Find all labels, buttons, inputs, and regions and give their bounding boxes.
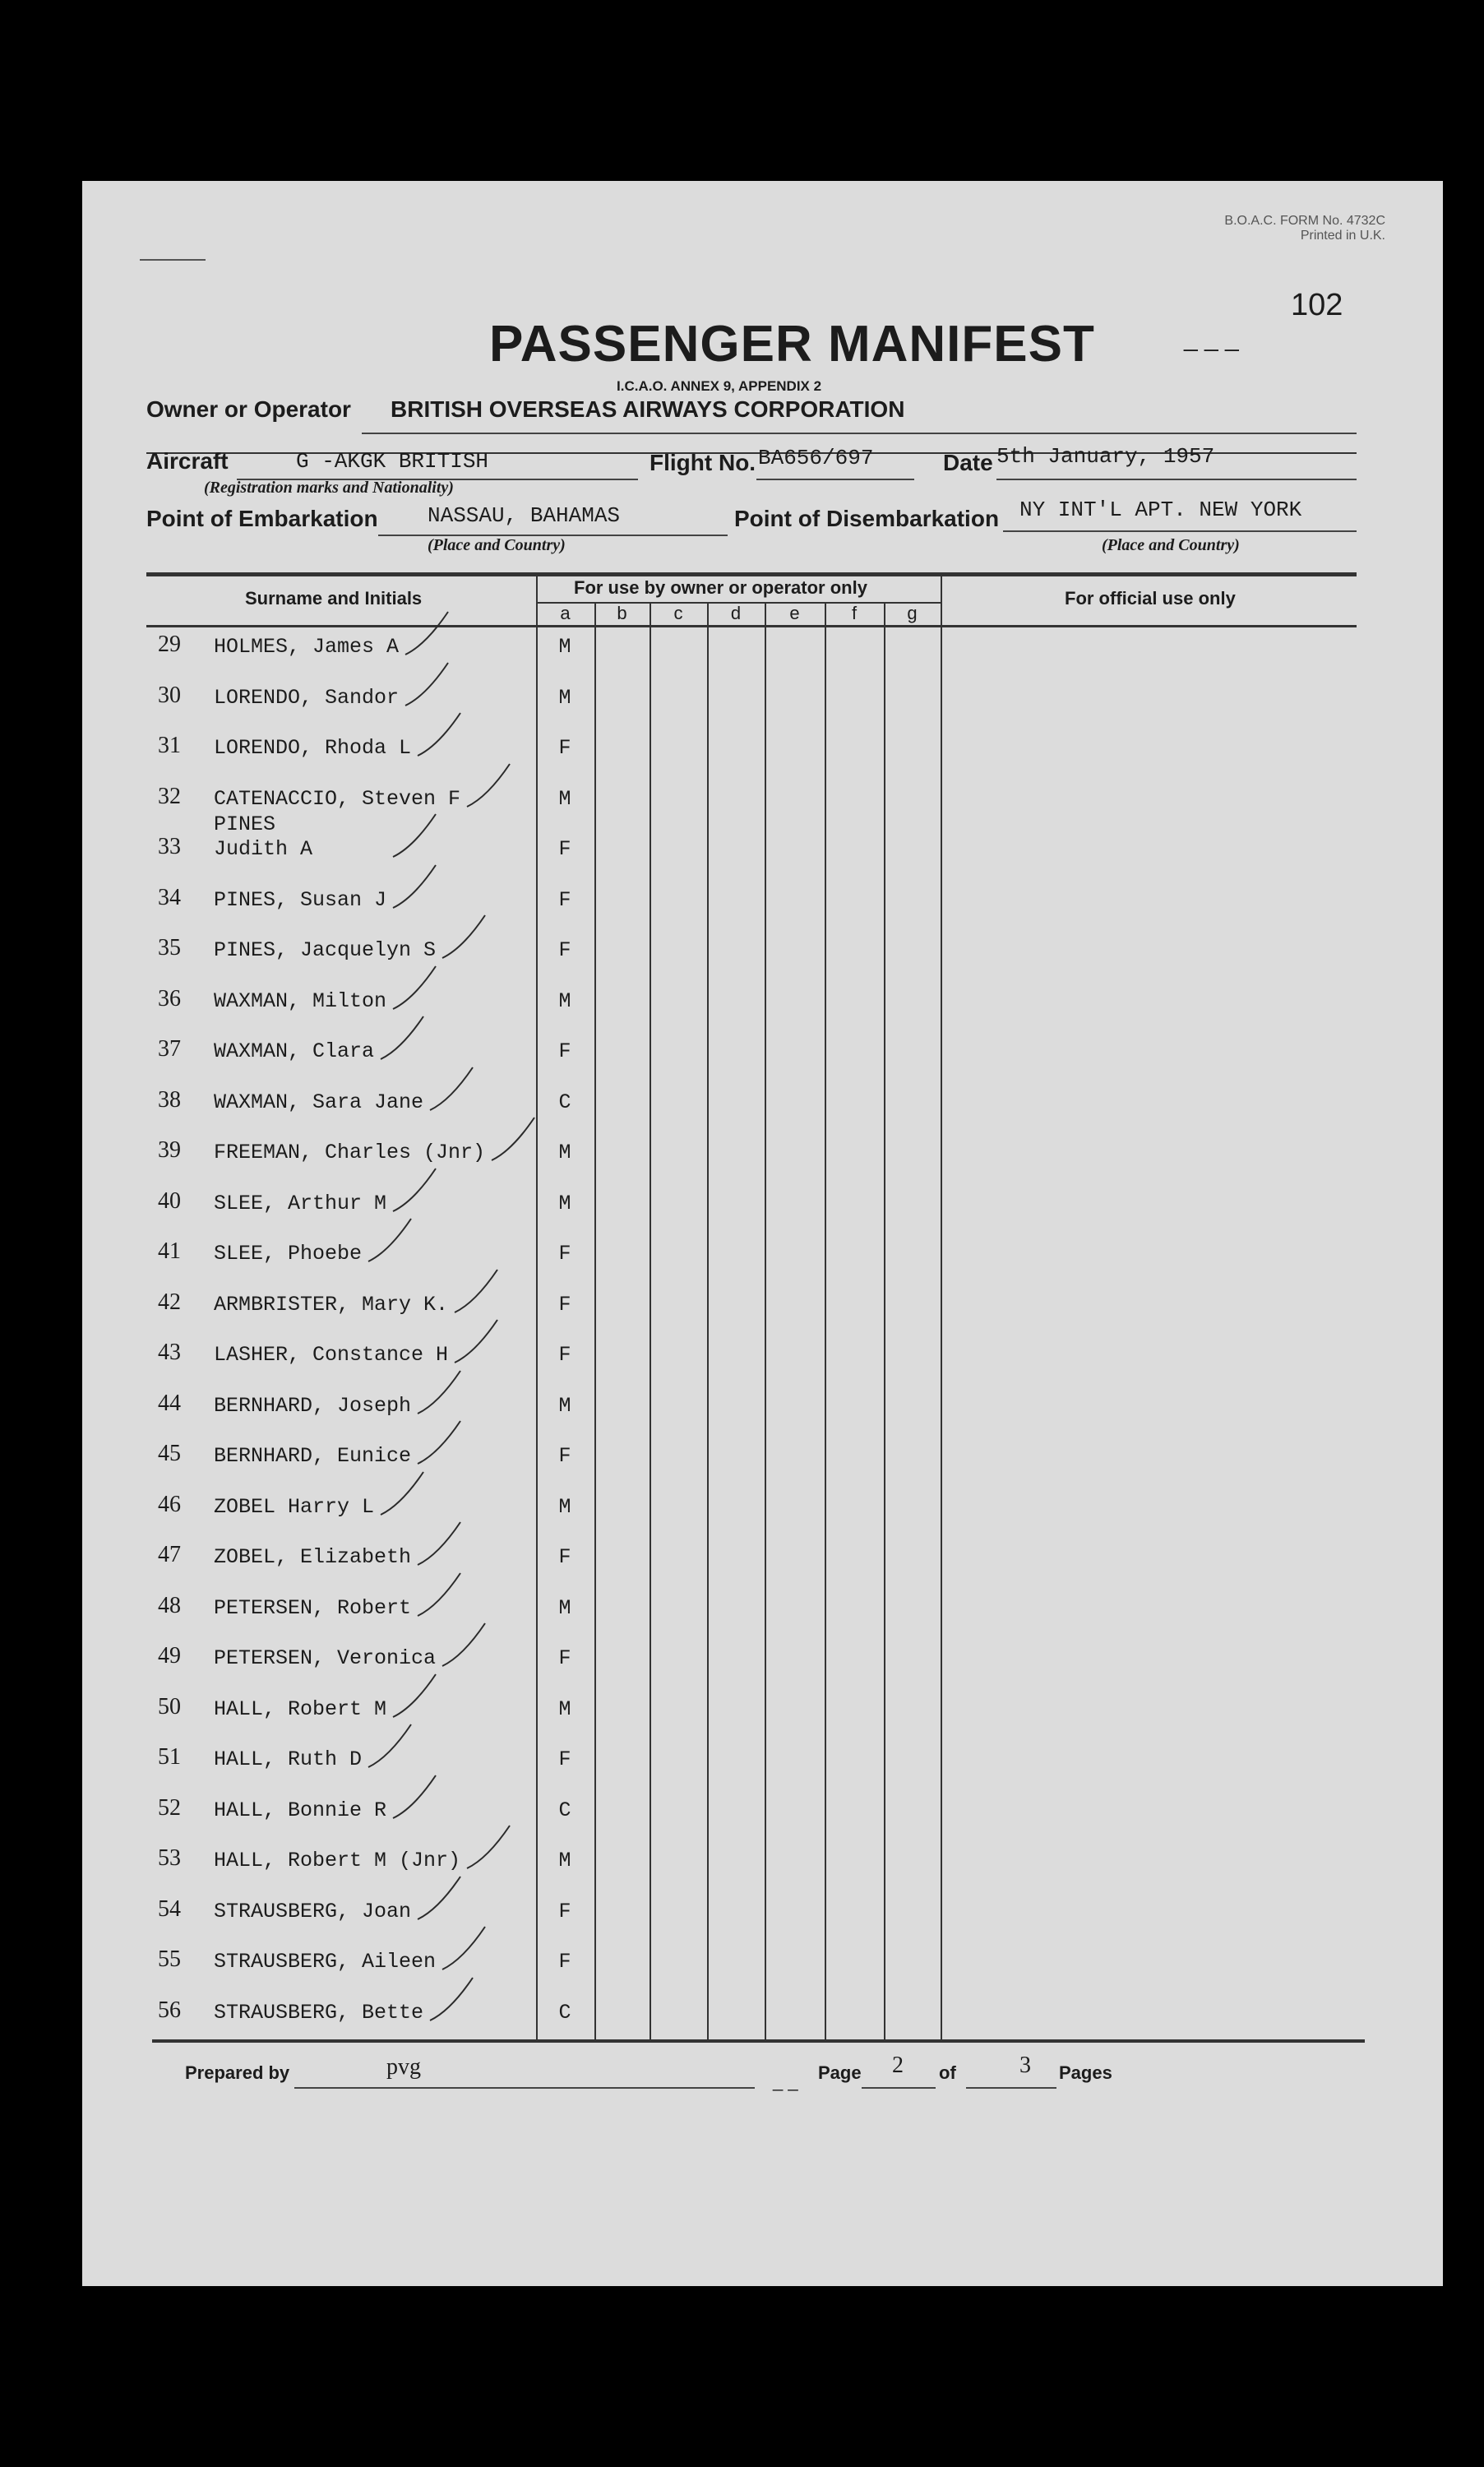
passenger-sex: F	[558, 837, 571, 861]
passenger-name: FREEMAN, Charles (Jnr)	[214, 1141, 486, 1164]
embarkation-value: NASSAU, BAHAMAS	[428, 503, 621, 528]
row-number: 44	[158, 1391, 181, 1416]
aircraft-label: Aircraft	[146, 448, 229, 474]
passenger-name: HALL, Robert M (Jnr)	[214, 1849, 461, 1872]
passenger-sex: M	[558, 1697, 571, 1721]
embarkation-label: Point of Embarkation	[146, 506, 378, 531]
passenger-name: Judith A	[214, 837, 313, 861]
passenger-name: LORENDO, Rhoda L	[214, 736, 412, 760]
passenger-name: STRAUSBERG, Aileen	[214, 1950, 437, 1974]
date-label: Date	[943, 450, 993, 475]
checkmark-tick	[418, 1421, 460, 1464]
row-number: 46	[158, 1492, 181, 1517]
passenger-sex: F	[558, 1545, 571, 1569]
passenger-sex: F	[558, 1747, 571, 1771]
passenger-name: WAXMAN, Sara Jane	[214, 1090, 424, 1114]
owner-column-letter: a	[560, 603, 571, 623]
passenger-name: HALL, Bonnie R	[214, 1798, 387, 1822]
checkmark-tick	[430, 1067, 473, 1110]
row-number: 36	[158, 986, 181, 1011]
manifest-subtitle: I.C.A.O. ANNEX 9, APPENDIX 2	[617, 378, 822, 394]
checkmark-tick	[381, 1016, 423, 1059]
passenger-name: PETERSEN, Robert	[214, 1596, 412, 1620]
passenger-name: WAXMAN, Milton	[214, 989, 387, 1013]
row-number: 39	[158, 1137, 181, 1163]
checkmark-tick	[430, 1978, 473, 2020]
checkmark-layer	[82, 181, 1443, 2286]
row-number: 35	[158, 935, 181, 960]
of-underline	[966, 2087, 1056, 2089]
checkmark-tick	[467, 764, 510, 807]
row-number: 34	[158, 885, 181, 910]
passenger-sex: M	[558, 989, 571, 1013]
owner-column-letter: e	[789, 603, 800, 623]
checkmark-tick	[418, 1573, 460, 1616]
aircraft-note: (Registration marks and Nationality)	[204, 479, 454, 497]
passenger-name: PINES, Jacquelyn S	[214, 938, 437, 962]
page-value: 2	[892, 2053, 904, 2078]
prepared-by-value: pvg	[386, 2054, 421, 2080]
checkmark-tick	[442, 1927, 485, 1969]
row-number: 43	[158, 1340, 181, 1365]
of-label: of	[939, 2062, 956, 2083]
row-number: 42	[158, 1289, 181, 1315]
owner-column-letter: d	[730, 603, 742, 623]
checkmark-tick	[393, 1674, 436, 1717]
passenger-name: LASHER, Constance H	[214, 1343, 449, 1367]
checkmark-tick	[393, 865, 436, 908]
pages-label: Pages	[1059, 2062, 1112, 2083]
row-number: 54	[158, 1896, 181, 1922]
owner-label: Owner or Operator	[146, 396, 351, 422]
passenger-sex: M	[558, 1141, 571, 1164]
passenger-name: PETERSEN, Veronica	[214, 1646, 437, 1670]
row-number: 53	[158, 1845, 181, 1871]
owner-value: BRITISH OVERSEAS AIRWAYS CORPORATION	[391, 396, 905, 422]
passenger-name: WAXMAN, Clara	[214, 1039, 375, 1063]
prepared-by-label: Prepared by	[185, 2062, 290, 2083]
row-number: 51	[158, 1744, 181, 1770]
date-value: 5th January, 1957	[996, 444, 1215, 469]
passenger-name: SLEE, Arthur M	[214, 1192, 387, 1215]
official-use-header: For official use only	[1065, 588, 1236, 609]
passenger-sex: F	[558, 1646, 571, 1670]
passenger-sex: M	[558, 1495, 571, 1519]
checkmark-tick	[442, 1623, 485, 1666]
checkmark-tick	[418, 1371, 460, 1414]
row-number: 50	[158, 1694, 181, 1719]
row-number: 56	[158, 1997, 181, 2023]
prepared-by-underline	[294, 2087, 755, 2089]
of-value: 3	[1019, 2053, 1031, 2078]
aircraft-value: G -AKGK BRITISH	[296, 449, 489, 474]
passenger-name: CATENACCIO, Steven F	[214, 787, 461, 811]
passenger-name: LORENDO, Sandor	[214, 686, 400, 710]
passenger-sex: M	[558, 686, 571, 710]
passenger-name: HALL, Robert M	[214, 1697, 387, 1721]
checkmark-tick	[455, 1270, 497, 1312]
checkmark-tick	[393, 1775, 436, 1818]
passenger-name: SLEE, Phoebe	[214, 1242, 363, 1266]
disembarkation-label: Point of Disembarkation	[734, 506, 1000, 531]
passenger-sex: M	[558, 1192, 571, 1215]
passenger-sex: M	[558, 1394, 571, 1418]
passenger-name: ZOBEL Harry L	[214, 1495, 375, 1519]
checkmark-tick	[418, 1522, 460, 1565]
passenger-sex: F	[558, 1293, 571, 1317]
owner-column-letter: f	[851, 603, 858, 623]
passenger-name: STRAUSBERG, Bette	[214, 2001, 424, 2025]
owner-column-letter: c	[673, 603, 683, 623]
row-number: 45	[158, 1441, 181, 1466]
passenger-name: ZOBEL, Elizabeth	[214, 1545, 412, 1569]
row-number: 55	[158, 1946, 181, 1972]
owner-column-letter: b	[617, 603, 627, 623]
page-reference-dashes: _ _ _	[1184, 325, 1239, 352]
passenger-sex: F	[558, 938, 571, 962]
row-number: 37	[158, 1036, 181, 1062]
checkmark-tick	[393, 966, 436, 1009]
owner-use-header: For use by owner or operator only	[574, 577, 867, 598]
flight-value: BA656/697	[758, 446, 874, 470]
row-number: 31	[158, 733, 181, 758]
checkmark-tick	[381, 1472, 423, 1515]
checkmark-tick	[405, 612, 448, 655]
checkmark-tick	[368, 1219, 411, 1261]
passenger-name: PINES, Susan J	[214, 888, 387, 912]
passenger-sex: F	[558, 1242, 571, 1266]
passenger-sex: F	[558, 736, 571, 760]
form-id-line2: Printed in U.K.	[1300, 229, 1385, 243]
passenger-name: HALL, Ruth D	[214, 1747, 363, 1771]
disembarkation-value: NY INT'L APT. NEW YORK	[1019, 498, 1302, 522]
checkmark-tick	[442, 915, 485, 958]
row-number: 33	[158, 834, 181, 859]
passenger-sex: C	[558, 1798, 571, 1822]
row-number: 41	[158, 1238, 181, 1264]
owner-column-letter: g	[907, 603, 918, 623]
checkmark-tick	[393, 1169, 436, 1211]
passenger-sex: F	[558, 1950, 571, 1974]
row-number: 47	[158, 1542, 181, 1567]
passenger-sex: M	[558, 1849, 571, 1872]
row-number: 48	[158, 1593, 181, 1618]
passenger-name: BERNHARD, Joseph	[214, 1394, 412, 1418]
manifest-sheet	[82, 181, 1443, 2286]
passenger-sex: F	[558, 1343, 571, 1367]
passenger-name: STRAUSBERG, Joan	[214, 1900, 412, 1923]
passenger-sex: C	[558, 1090, 571, 1114]
checkmark-tick	[418, 713, 460, 756]
manifest-title: PASSENGER MANIFEST	[489, 316, 1095, 373]
passenger-sex: F	[558, 888, 571, 912]
page-label: Page	[818, 2062, 862, 2083]
passenger-sex: F	[558, 1900, 571, 1923]
passenger-name: HOLMES, James A	[214, 635, 400, 659]
checkmark-tick	[368, 1724, 411, 1767]
passenger-sex: M	[558, 787, 571, 811]
row-number: 49	[158, 1643, 181, 1669]
passenger-sex: F	[558, 1444, 571, 1468]
checkmark-tick	[492, 1118, 534, 1160]
checkmark-tick	[393, 814, 436, 857]
passenger-sex: M	[558, 1596, 571, 1620]
surname-overwrite: PINES	[214, 812, 276, 836]
page-underline	[862, 2087, 936, 2089]
prepared-by-dash: _ _	[773, 2071, 798, 2091]
passenger-name: BERNHARD, Eunice	[214, 1444, 412, 1468]
row-number: 32	[158, 784, 181, 809]
name-column-header: Surname and Initials	[245, 588, 423, 609]
flight-label: Flight No.	[650, 450, 756, 475]
disembarkation-note: (Place and Country)	[1102, 536, 1240, 554]
passenger-sex: M	[558, 635, 571, 659]
row-number: 29	[158, 632, 181, 657]
checkmark-tick	[455, 1320, 497, 1363]
passenger-sex: C	[558, 2001, 571, 2025]
row-number: 40	[158, 1188, 181, 1214]
row-number: 52	[158, 1795, 181, 1821]
embarkation-note: (Place and Country)	[428, 536, 566, 554]
form-id-line1: B.O.A.C. FORM No. 4732C	[1224, 214, 1385, 228]
page-reference: 102	[1291, 288, 1343, 322]
row-number: 30	[158, 683, 181, 708]
checkmark-tick	[467, 1826, 510, 1868]
passenger-sex: F	[558, 1039, 571, 1063]
row-number: 38	[158, 1087, 181, 1113]
passenger-name: ARMBRISTER, Mary K.	[214, 1293, 449, 1317]
checkmark-tick	[418, 1877, 460, 1919]
checkmark-tick	[405, 663, 448, 706]
